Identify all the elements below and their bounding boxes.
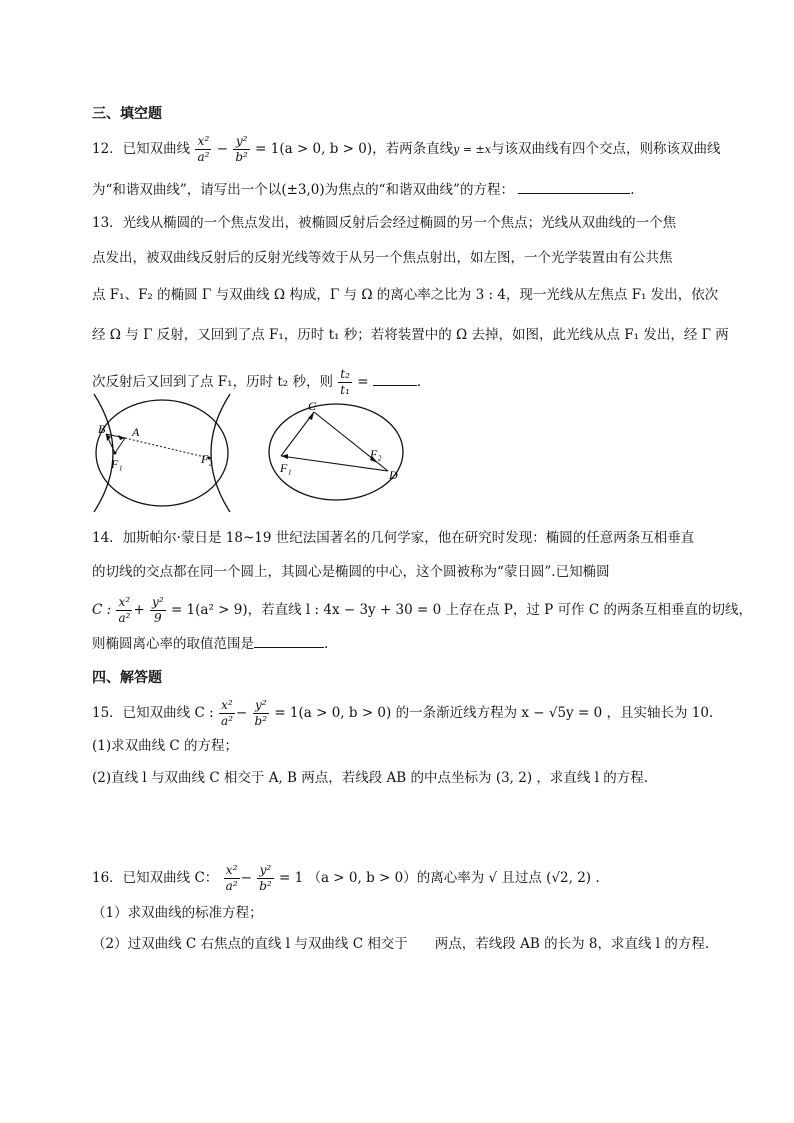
- label-f2: F₂: [201, 452, 213, 466]
- label-f2-right: F₂: [370, 447, 382, 461]
- q14-l3a: C :: [92, 602, 112, 618]
- q13-line-2: 点发出，被双曲线反射后的反射光线等效于从另一个焦点射出，如左图，一个光学装置由有公共焦: [92, 250, 673, 266]
- dashed-a-f2: [125, 438, 209, 458]
- q13-line-1: 13．光线从椭圆的一个焦点发出，被椭圆反射后会经过椭圆的另一个焦点；光线从双曲线的一个焦: [92, 215, 677, 231]
- ray-a-f1: [115, 438, 125, 453]
- q15-frac-y: $\frac{\text{y²}}{\text{b²}}$: [254, 698, 268, 728]
- ellipse-gamma-only: [269, 404, 403, 500]
- q15-frac-x: $\frac{\text{x²}}{\text{a²}}$: [220, 698, 233, 728]
- q15-line-1: 15．已知双曲线 C : $\frac{\text{x²}}{\text{a²}}$ − $\frac{\text{y²}}{\text{b²}}$ = 1(a > 0, b > 0) 的一条渐近线方程为 x − √5y = 0 ，且实轴长为 10.: [92, 698, 714, 728]
- q16-frac-x: $\frac{\text{x²}}{\text{a²}}$: [225, 863, 238, 893]
- q14-frac-y: $\frac{\text{y²}}{9}$: [152, 595, 164, 625]
- ray-f1-c: [281, 412, 314, 456]
- q16-frac-y: $\frac{\text{y²}}{\text{b²}}$: [259, 863, 272, 893]
- q12-line2a: 为“和谐双曲线”，请写出一个以: [92, 182, 282, 198]
- label-f1: F₁: [111, 457, 123, 471]
- q13-frac-t: $\frac{\text{t₂}}{\text{t₁}}$: [340, 367, 350, 397]
- q16-line-1: 16．已知双曲线 C： $\frac{\text{x²}}{\text{a²}}$ − $\frac{\text{y²}}{\text{b²}}$ = 1 （a > 0, b > 0）的离心率为 √ 且过点 (√2, 2) .: [92, 863, 600, 893]
- q14-l4end: .: [324, 636, 329, 652]
- question-12-line-1: 12．已知双曲线 $\frac{\text{x²}}{\text{a²}}$ − $\frac{\text{y²}}{\text{b²}}$ = 1(a > 0, b > 0)，若两条直线y = ±x与该双曲线有四个交点，则称该双曲线: [92, 134, 721, 164]
- label-c: C: [308, 399, 317, 413]
- q14-frac-x: $\frac{\text{x²}}{\text{a²}}$: [118, 595, 131, 625]
- q14-l4: 则椭圆离心率的取值范围是: [92, 636, 254, 652]
- q12-answer-blank[interactable]: [518, 193, 630, 194]
- section-heading-solve: 四、解答题: [92, 670, 162, 686]
- q14-line-4: [92, 634, 328, 654]
- q16-a: 16．已知双曲线 C：: [92, 870, 219, 886]
- q14-line-3: C : $\frac{\text{x²}}{\text{a²}}$ + $\frac{\text{y²}}{9}$ = 1(a² > 9)，若直线 l : 4x − 3y + 30 = 0 上存在点 P，过 P 可作 C 的两条互相垂直的切线，: [92, 595, 752, 625]
- q12-focus: (±3,0): [281, 182, 325, 198]
- q13-l5a: 次反射后又回到了点 F₁，历时 t₂ 秒，则: [92, 374, 333, 390]
- q14-line-2: 的切线的交点都在同一个圆上，其圆心是椭圆的中心，这个圆被称为“蒙日圆”.已知椭圆: [92, 564, 610, 580]
- q13-line-4: 经 Ω 与 Γ 反射，又回到了点 F₁，历时 t₁ 秒；若将装置中的 Ω 去掉，如图，此光线从点 F₁ 发出，经 Γ 两: [92, 327, 729, 343]
- q12-condition: = 1(a > 0, b > 0): [255, 141, 373, 157]
- q12-end: .: [630, 182, 635, 198]
- label-a: A: [132, 425, 140, 439]
- q14-line-1: 14．加斯帕尔·蒙日是 18~19 世纪法国著名的几何学家，他在研究时发现：椭圆的任意两条互相垂直: [92, 530, 695, 546]
- q13-l5c: .: [416, 374, 422, 390]
- q13-line-3: 点 F₁、F₂ 的椭圆 Γ 与双曲线 Ω 构成，Γ 与 Ω 的离心率之比为 3 : 4，现一光线从左焦点 F₁ 发出，依次: [92, 287, 719, 303]
- q13-answer-blank[interactable]: [373, 385, 417, 386]
- q12-frac-y: $\frac{\text{y²}}{\text{b²}}$: [235, 134, 248, 164]
- q15-a: 15．已知双曲线 C :: [92, 705, 214, 721]
- q12-line2b: 为焦点的“和谐双曲线”的方程：: [324, 182, 514, 198]
- section-heading-fill-blank: 三、填空题: [92, 106, 162, 122]
- figure-ellipse-reflection: [266, 398, 414, 504]
- question-12-line-2: [92, 180, 635, 200]
- q15-b: = 1(a > 0, b > 0) 的一条渐近线方程为 x − √5y = 0 ，且实轴长为 10.: [274, 705, 714, 721]
- hyperbola-right-branch: [211, 394, 230, 512]
- figure-ellipse-hyperbola: [88, 392, 238, 514]
- hyperbola-left-branch: [94, 394, 113, 512]
- q14-l3b: = 1(a² > 9): [170, 602, 248, 618]
- q15-part-2: (2)直线 l 与双曲线 C 相交于 A, B 两点，若线段 AB 的中点坐标为 (3, 2) ，求直线 l 的方程.: [92, 770, 649, 786]
- label-d: D: [389, 468, 398, 482]
- q16-b: = 1 （a > 0, b > 0）的离心率为 √ 且过点 (√2, 2) .: [278, 870, 600, 886]
- q12-frac-x: $\frac{\text{x²}}{\text{a²}}$: [197, 134, 210, 164]
- q12-lines: y = ±x: [453, 143, 491, 156]
- q12-rest: 与该双曲线有四个交点，则称该双曲线: [490, 141, 721, 157]
- q12-mid: ，若两条直线: [372, 141, 454, 157]
- q14-answer-blank[interactable]: [254, 647, 324, 648]
- label-f1-right: F₁: [280, 461, 292, 475]
- q15-part-1: (1)求双曲线 C 的方程；: [92, 738, 239, 754]
- q16-part-1: （1）求双曲线的标准方程；: [92, 905, 263, 921]
- q13-l5b: =: [357, 374, 369, 390]
- q14-l3c: ，若直线 l : 4x − 3y + 30 = 0 上存在点 P，过 P 可作 C 的两条互相垂直的切线，: [247, 602, 752, 618]
- q12-number: 12．已知双曲线: [92, 141, 191, 157]
- q16-part-2: （2）过双曲线 C 右焦点的直线 l 与双曲线 C 相交于 两点，若线段 AB 的长为 8，求直线 l 的方程.: [92, 936, 710, 952]
- label-b: B: [98, 422, 106, 436]
